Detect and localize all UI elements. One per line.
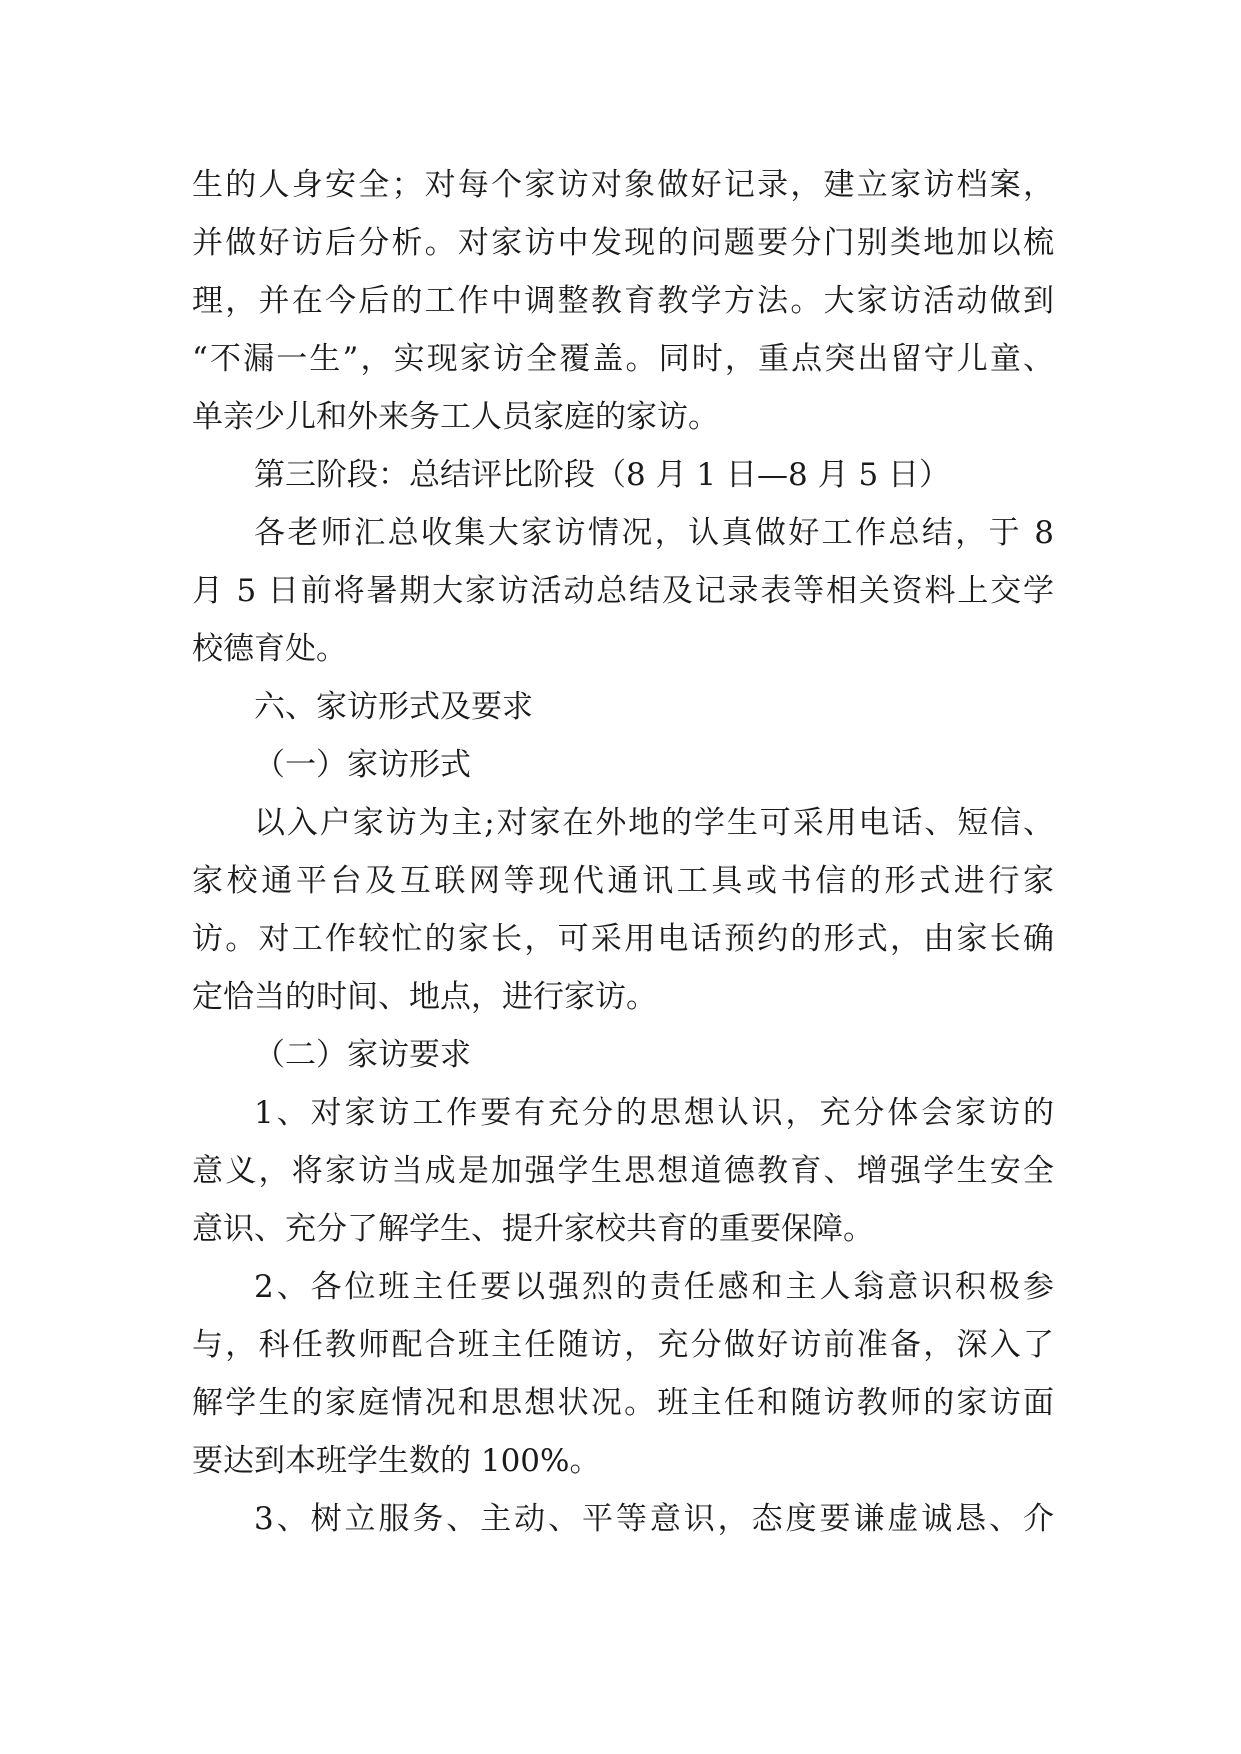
text-line: 访。对工作较忙的家长，可采用电话预约的形式，由家长确 (192, 921, 1054, 957)
text-line: 以入户家访为主;对家在外地的学生可采用电话、短信、 (254, 805, 1054, 841)
stage-three-heading: 第三阶段：总结评比阶段（8 月 1 日—8 月 5 日） (254, 457, 951, 493)
text-line: 月 5 日前将暑期大家访活动总结及记录表等相关资料上交学 (192, 573, 1054, 609)
text-line: 单亲少儿和外来务工人员家庭的家访。 (192, 399, 719, 435)
text-line: 与，科任教师配合班主任随访，充分做好访前准备，深入了 (192, 1327, 1054, 1363)
text-line: 要达到本班学生数的 100%。 (192, 1443, 601, 1479)
subsection-one-heading: （一）家访形式 (254, 747, 471, 783)
text-line: 并做好访后分析。对家访中发现的问题要分门别类地加以梳 (192, 225, 1054, 261)
text-line: 1、对家访工作要有充分的思想认识，充分体会家访的 (254, 1095, 1054, 1131)
text-line: 各老师汇总收集大家访情况，认真做好工作总结，于 8 (254, 515, 1054, 551)
text-line: “不漏一生”，实现家访全覆盖。同时，重点突出留守儿童、 (192, 341, 1054, 377)
text-line: 意义，将家访当成是加强学生思想道德教育、增强学生安全 (192, 1153, 1054, 1189)
text-line: 定恰当的时间、地点，进行家访。 (192, 979, 657, 1015)
text-line: 家校通平台及互联网等现代通讯工具或书信的形式进行家 (192, 863, 1054, 899)
section-six-heading: 六、家访形式及要求 (254, 689, 533, 725)
document-body (192, 156, 1054, 1548)
text-line: 生的人身安全；对每个家访对象做好记录，建立家访档案， (192, 167, 1054, 203)
subsection-two-heading: （二）家访要求 (254, 1037, 471, 1073)
text-line: 3、树立服务、主动、平等意识，态度要谦虚诚恳、介 (254, 1501, 1054, 1537)
text-line: 理，并在今后的工作中调整教育教学方法。大家访活动做到 (192, 283, 1054, 319)
text-line: 2、各位班主任要以强烈的责任感和主人翁意识积极参 (254, 1269, 1054, 1305)
text-line: 校德育处。 (192, 631, 347, 667)
text-line: 解学生的家庭情况和思想状况。班主任和随访教师的家访面 (192, 1385, 1054, 1421)
text-line: 意识、充分了解学生、提升家校共育的重要保障。 (192, 1211, 874, 1247)
